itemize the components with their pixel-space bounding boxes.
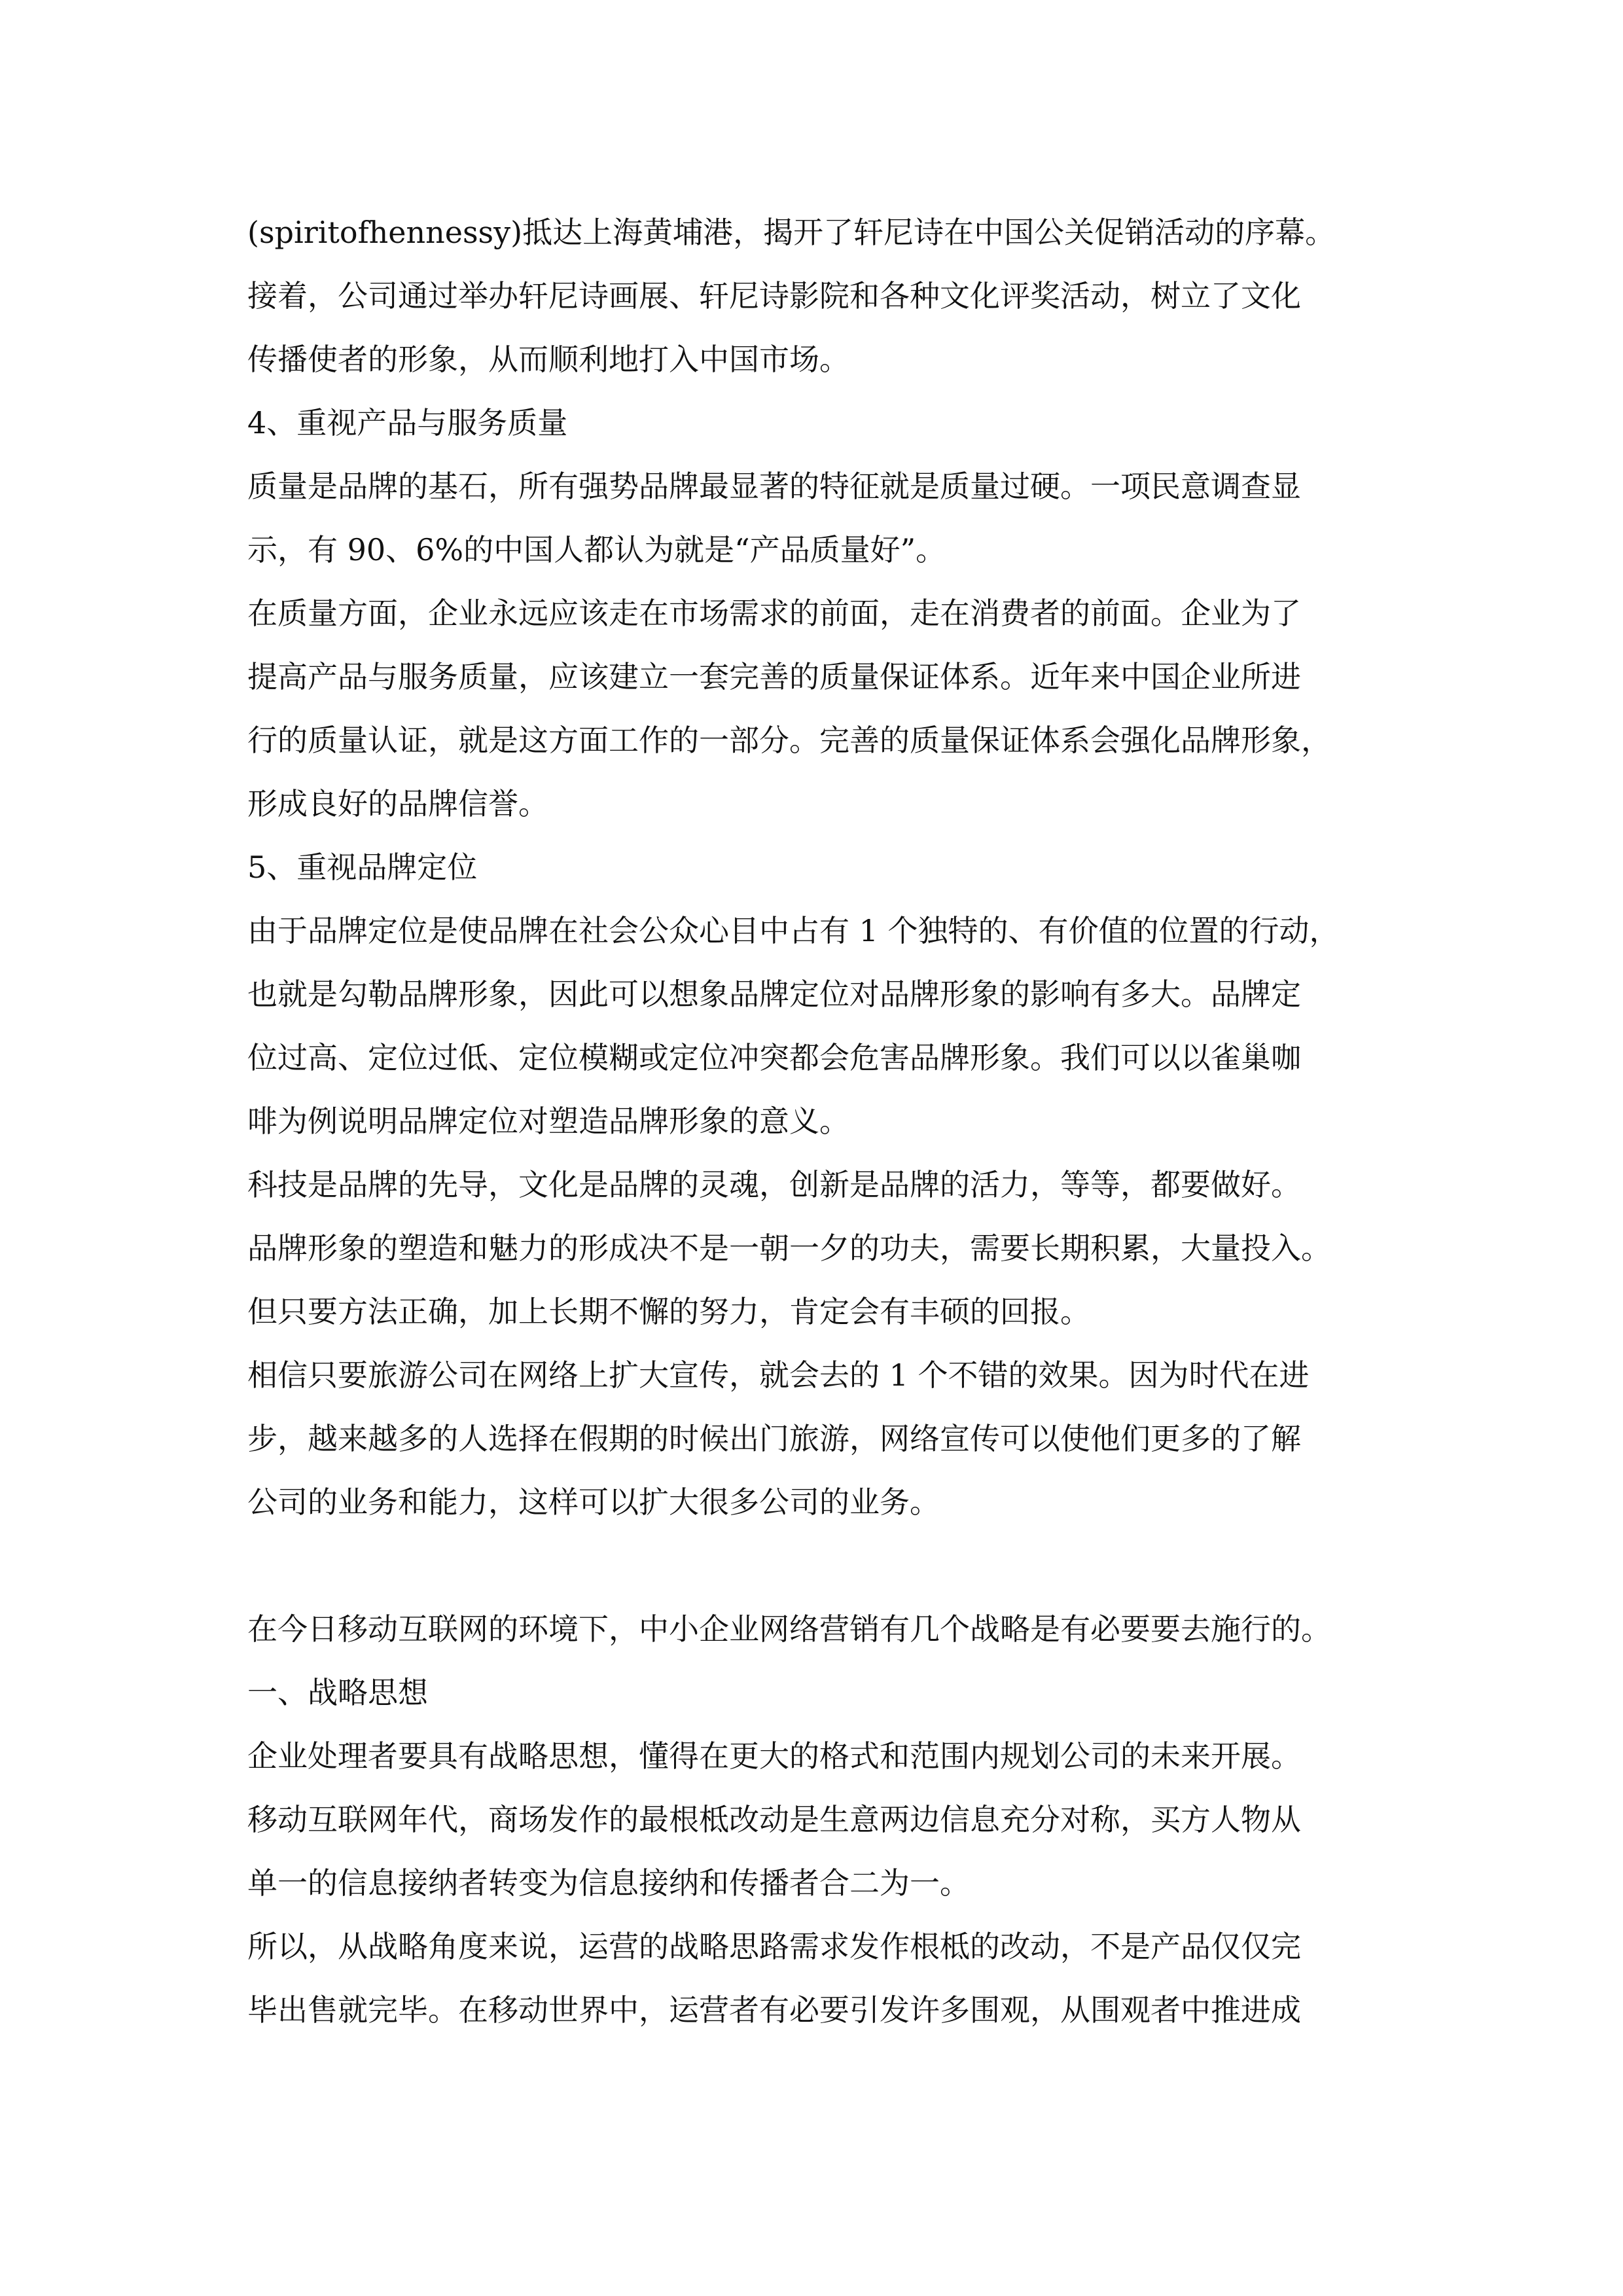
section-heading: 一、战略思想 — [247, 1675, 428, 1710]
text-line: 品牌形象的塑造和魅力的形成决不是一朝一夕的功夫，需要长期积累，大量投入。 — [247, 1230, 1331, 1266]
text-line: 接着，公司通过举办轩尼诗画展、轩尼诗影院和各种文化评奖活动，树立了文化 — [247, 278, 1301, 314]
text-line: 毕出售就完毕。在移动世界中，运营者有必要引发许多围观，从围观者中推进成 — [247, 1992, 1301, 2028]
text-line: 科技是品牌的先导，文化是品牌的灵魂，创新是品牌的活力，等等，都要做好。 — [247, 1167, 1301, 1202]
text-line: 形成良好的品牌信誉。 — [247, 786, 548, 821]
text-line: 行的质量认证，就是这方面工作的一部分。完善的质量保证体系会强化品牌形象， — [247, 723, 1331, 758]
paragraph-gap — [247, 1534, 1399, 1598]
text-line: 位过高、定位过低、定位模糊或定位冲突都会危害品牌形象。我们可以以雀巢咖 — [247, 1040, 1301, 1075]
text-line: 在今日移动互联网的环境下，中小企业网络营销有几个战略是有必要要去施行的。 — [247, 1611, 1331, 1647]
text-line: 公司的业务和能力，这样可以扩大很多公司的业务。 — [247, 1484, 940, 1520]
text-line: 示，有 90、6%的中国人都认为就是“产品质量好”。 — [247, 532, 946, 567]
text-line: 移动互联网年代，商场发作的最根柢改动是生意两边信息充分对称，买方人物从 — [247, 1802, 1301, 1837]
text-line: 啡为例说明品牌定位对塑造品牌形象的意义。 — [247, 1103, 849, 1139]
section-heading: 5、重视品牌定位 — [247, 850, 478, 885]
text-line: (spiritofhennessy)抵达上海黄埔港，揭开了轩尼诗在中国公关促销活动的序幕。 — [247, 215, 1336, 250]
document-body — [247, 201, 1399, 2042]
text-line: 步，越来越多的人选择在假期的时候出门旅游，网络宣传可以使他们更多的了解 — [247, 1421, 1301, 1456]
text-line: 提高产品与服务质量，应该建立一套完善的质量保证体系。近年来中国企业所进 — [247, 659, 1301, 694]
text-line: 由于品牌定位是使品牌在社会公众心目中占有 1 个独特的、有价值的位置的行动， — [247, 913, 1340, 948]
section-heading: 4、重视产品与服务质量 — [247, 405, 568, 440]
text-line: 相信只要旅游公司在网络上扩大宣传，就会去的 1 个不错的效果。因为时代在进 — [247, 1357, 1310, 1393]
text-line: 质量是品牌的基石，所有强势品牌最显著的特征就是质量过硬。一项民意调查显 — [247, 469, 1301, 504]
text-line: 企业处理者要具有战略思想，懂得在更大的格式和范围内规划公司的未来开展。 — [247, 1738, 1301, 1774]
text-line: 也就是勾勒品牌形象，因此可以想象品牌定位对品牌形象的影响有多大。品牌定 — [247, 977, 1301, 1012]
text-line: 所以，从战略角度来说，运营的战略思路需求发作根柢的改动，不是产品仅仅完 — [247, 1929, 1301, 1964]
text-line: 传播使者的形象，从而顺利地打入中国市场。 — [247, 342, 849, 377]
text-line: 但只要方法正确，加上长期不懈的努力，肯定会有丰硕的回报。 — [247, 1294, 1090, 1329]
text-line: 单一的信息接纳者转变为信息接纳和传播者合二为一。 — [247, 1865, 970, 1901]
text-line: 在质量方面，企业永远应该走在市场需求的前面，走在消费者的前面。企业为了 — [247, 596, 1301, 631]
